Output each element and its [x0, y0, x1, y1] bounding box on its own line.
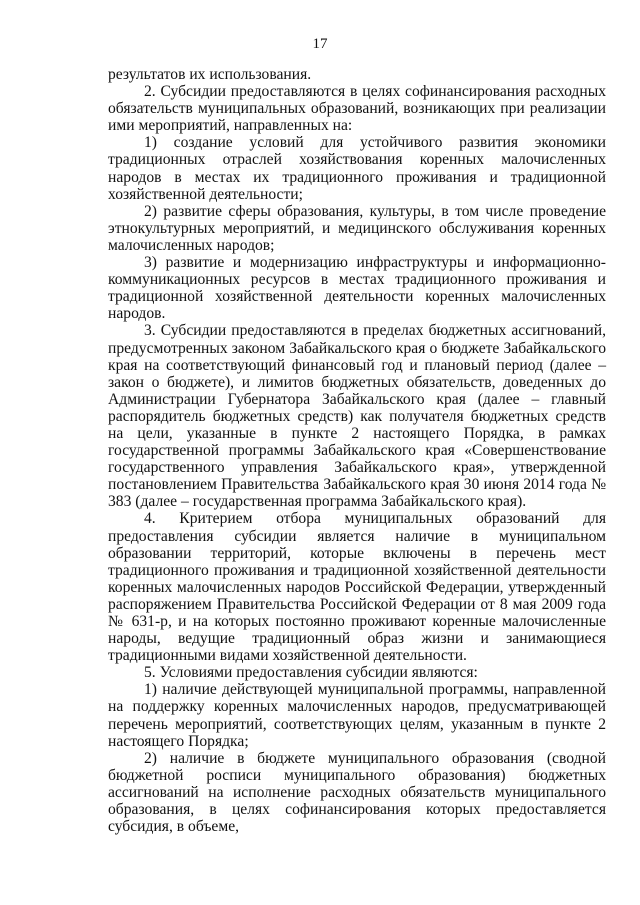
paragraph-item-5: 5. Условиями предоставления субсидии являются: — [144, 664, 478, 682]
paragraph-item-2: 2. Субсидии предоставляются в целях софинансирования расходных обязательств муниципальных образований, возникающих при реализации ими мероприятий, направленных на: — [108, 83, 606, 135]
page-number: 17 — [312, 36, 328, 52]
paragraph-subitem-5-2: 2) наличие в бюджете муниципального образования (сводной бюджетной росписи муниципального образования) бюджетных ассигнований на исполнение расходных обязательств муниципального образования, в целях софинансирования которых предоставляется субсидия, в объеме, — [108, 749, 606, 836]
paragraph-subitem-5-1: 1) наличие действующей муниципальной программы, направленной на поддержку коренных малочисленных народов, предусматривающей перечень мероприятий, соответствующих целям, указанным в пункте 2 настоящего Порядка; — [108, 681, 606, 750]
paragraph-subitem-2-1: 1) создание условий для устойчивого развития экономики традиционных отраслей хозяйствования коренных малочисленных народов в местах их традиционного проживания и традиционной хозяйственной деятельности; — [108, 134, 606, 203]
paragraph-continuation: результатов их использования. — [108, 66, 312, 83]
paragraph-subitem-2-3: 3) развитие и модернизацию инфраструктуры и информационно-коммуникационных ресурсов в местах традиционного проживания и традиционной хозяйственной деятельности коренных малочисленных народов. — [108, 254, 606, 323]
paragraph-subitem-2-2: 2) развитие сферы образования, культуры, в том числе проведение этнокультурных мероприятий, и медицинского обслуживания коренных малочисленных народов; — [108, 202, 606, 254]
document-body — [108, 66, 606, 835]
paragraph-item-4: 4. Критерием отбора муниципальных образований для предоставления субсидии является наличие в муниципальном образовании территорий, которые включены в перечень мест традиционного проживания и традиционной хозяйственной деятельности коренных малочисленных народов Российской Федерации, утвержденный распоряжением Правительства Российской Федерации от 8 мая 2009 года № 631-р, и на которых постоянно проживают коренные малочисленные народы, ведущие традиционный образ жизни и занимающиеся традиционными видами хозяйственной деятельности. — [108, 510, 606, 665]
paragraph-item-3: 3. Субсидии предоставляются в пределах бюджетных ассигнований, предусмотренных законом Забайкальского края о бюджете Забайкальского края на соответствующий финансовый год и плановый период (далее – закон о бюджете), и лимитов бюджетных обязательств, доведенных до Администрации Губернатора Забайкальского края (далее – главный распорядитель бюджетных средств) как получателя бюджетных средств на цели, указанные в пункте 2 настоящего Порядка, в рамках государственной программы Забайкальского края «Совершенствование государственного управления Забайкальского края», утвержденной постановлением Правительства Забайкальского края 30 июня 2014 года № 383 (далее – государственная программа Забайкальского края). — [108, 322, 606, 511]
